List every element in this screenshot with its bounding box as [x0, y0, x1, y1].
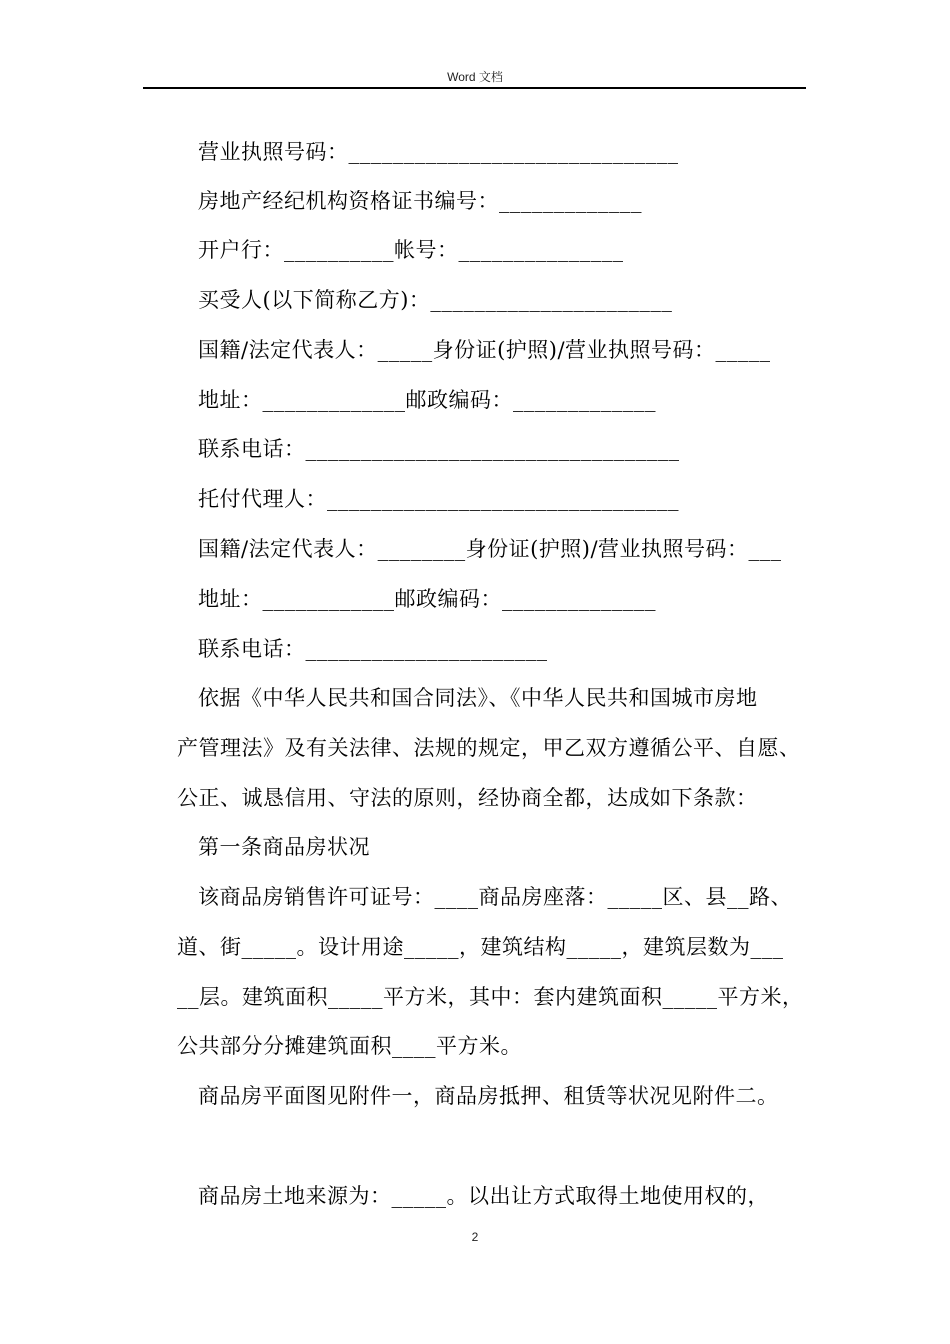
- agent-nationality-line: 国籍/法定代表人：________身份证(护照)/营业执照号码：___: [198, 537, 782, 561]
- buyer-nationality-line: 国籍/法定代表人：_____身份证(护照)/营业执照号码：_____: [198, 338, 771, 362]
- agency-certificate-line: 房地产经纪机构资格证书编号：_____________: [198, 189, 642, 213]
- agent-address-line: 地址：____________邮政编码：______________: [198, 587, 656, 611]
- business-license-line: 营业执照号码：______________________________: [198, 140, 679, 164]
- page-header: Word 文档: [447, 70, 503, 84]
- bank-account-line: 开户行：__________帐号：_______________: [198, 238, 624, 262]
- buyer-address-line: 地址：_____________邮政编码：_____________: [198, 388, 656, 412]
- paragraph-property-4: 公共部分分摊建筑面积____平方米。: [177, 1034, 522, 1058]
- paragraph-property-2: 道、街_____。设计用途_____，建筑结构_____，建筑层数为___: [177, 935, 784, 959]
- paragraph-property-1: 该商品房销售许可证号：____商品房座落：_____区、县__路、: [198, 885, 792, 909]
- paragraph-property-3: __层。建筑面积_____平方米，其中：套内建筑面积_____平方米，: [177, 985, 804, 1009]
- paragraph-land-source: 商品房土地来源为：_____。以出让方式取得土地使用权的，: [198, 1184, 769, 1208]
- paragraph-basis-2: 产管理法》及有关法律、法规的规定，甲乙双方遵循公平、自愿、: [177, 736, 801, 760]
- agent-phone-line: 联系电话：______________________: [198, 637, 548, 661]
- header-rule: [143, 87, 806, 89]
- article-one-heading: 第一条商品房状况: [198, 835, 370, 859]
- paragraph-basis-1: 依据《中华人民共和国合同法》、《中华人民共和国城市房地: [198, 686, 758, 710]
- paragraph-basis-3: 公正、诚恳信用、守法的原则，经协商全都，达成如下条款：: [177, 786, 758, 810]
- agent-line: 托付代理人：________________________________: [198, 487, 679, 511]
- buyer-line: 买受人(以下简称乙方)：______________________: [198, 288, 673, 312]
- buyer-phone-line: 联系电话：__________________________________: [198, 437, 680, 461]
- page-number: 2: [471, 1230, 479, 1244]
- paragraph-attachments: 商品房平面图见附件一，商品房抵押、租赁等状况见附件二。: [198, 1084, 779, 1108]
